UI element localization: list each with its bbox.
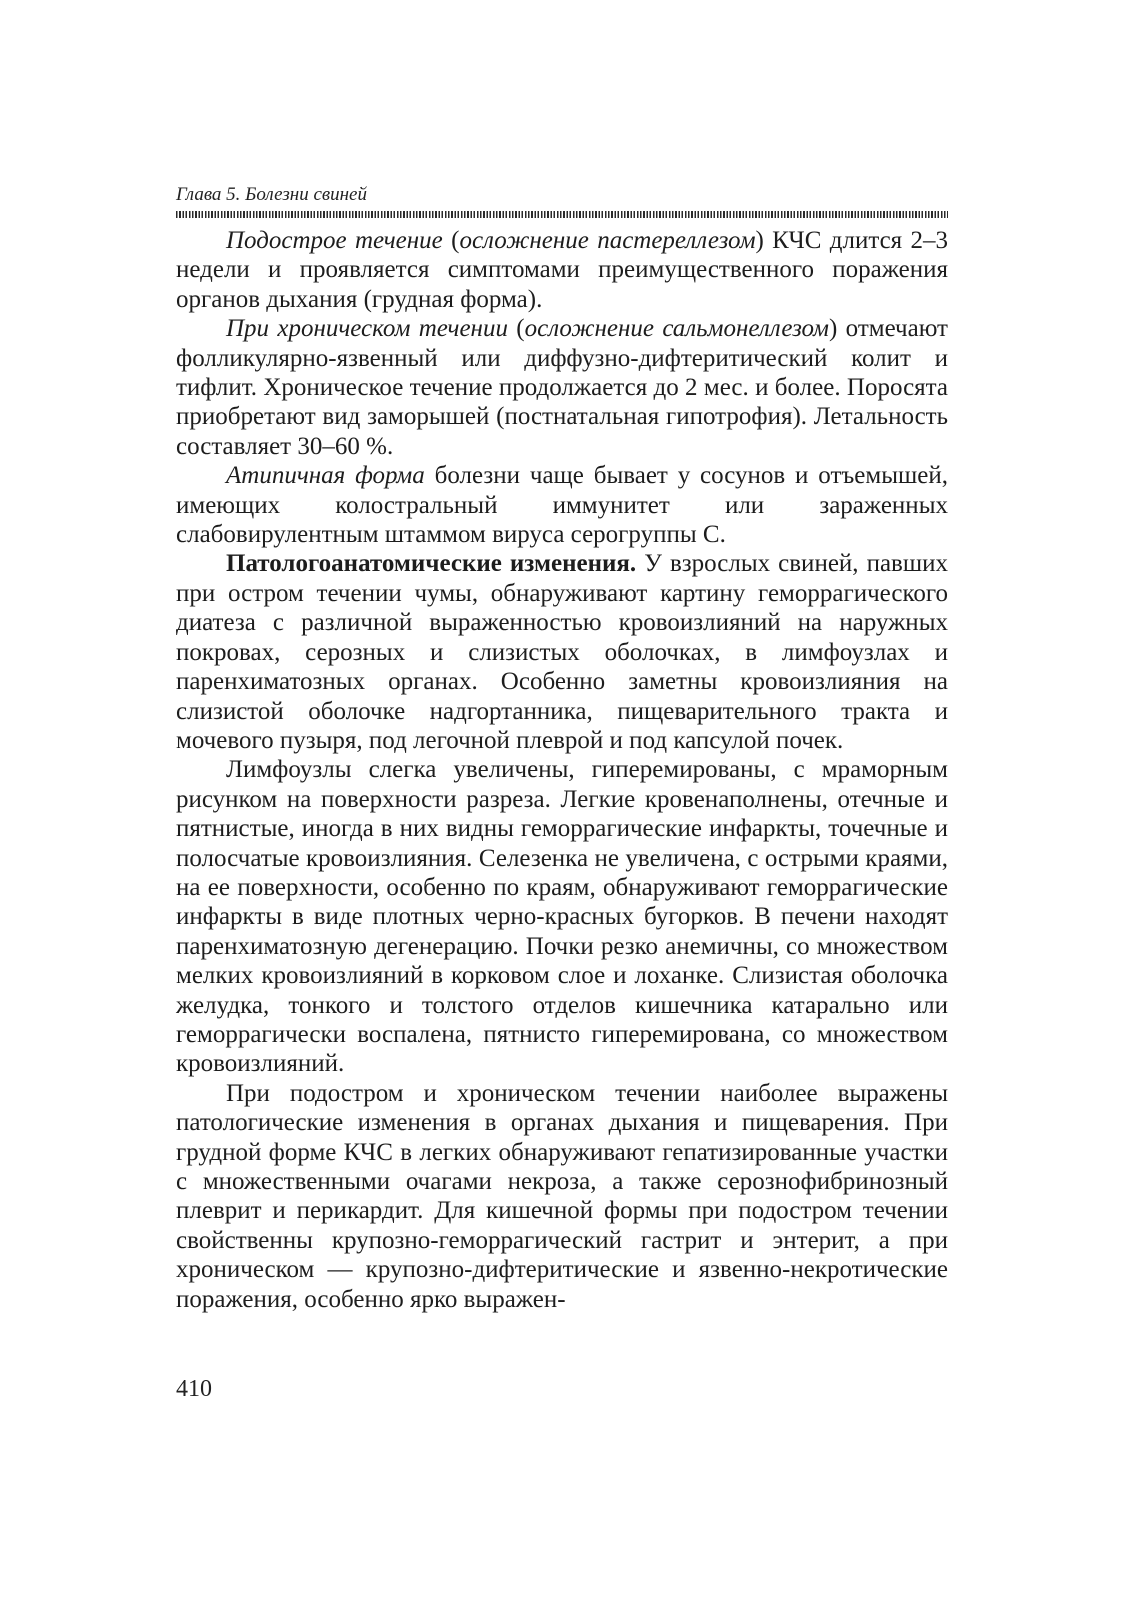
paragraph-pathology [176,549,948,755]
header-rule [176,211,948,218]
paragraph-text: болезни чаще бывает у сосунов и отъемышей, имеющих колостральный иммунитет или зараженных слабовирулентным штаммом вируса серогруппы С. [176,462,948,549]
section-heading: Патологоанатомические изменения. [226,550,637,578]
page-number: 410 [176,1376,212,1402]
paragraph-lymph-nodes [176,755,948,1078]
paragraph-subacute-chronic-changes [176,1079,948,1314]
running-head: Глава 5. Болезни свиней [176,184,367,205]
paragraph-text: ) отмечают фолликулярно-язвенный или диффузно-дифтеритический колит и тифлит. Хроническое течение продолжается до 2 мес. и более. Поросята приобретают вид заморышей (постнатальная гипотрофия). Летальность составляет 30–60 %. [176,315,948,460]
italic-term: осложнение пастереллезом [459,227,756,254]
paragraph-text: ( [442,227,460,254]
italic-term: Подострое течение [226,227,443,254]
paragraph-text: ) КЧС длится 2–3 недели и проявляется симптомами преимущественного поражения органов дыхания (грудная форма). [176,227,948,313]
italic-term: При хроническом течении [226,315,508,343]
body-text [176,226,948,1314]
italic-term: осложнение сальмонеллезом [524,315,830,343]
paragraph-text: ( [507,315,525,343]
italic-term: Атипичная форма [226,462,425,490]
paragraph-chronic-course [176,314,948,461]
paragraph-text: При подостром и хроническом течении наиболее выражены патологические изменения в органах дыхания и пищеварения. При грудной форме КЧС в легких обнаруживают гепатизированные участки с множественными очагами некроза, а также серознофибринозный плеврит и перикардит. Для кишечной формы при подостром течении свойственны крупозно-геморрагический гастрит и энтерит, а при хроническом — крупозно-дифтеритические и язвенно-некротические поражения, особенно ярко выражен- [176,1079,948,1313]
paragraph-text: У взрослых свиней, павших при остром течении чумы, обнаруживают картину геморрагического диатеза с различной выраженностью кровоизлияний на наружных покровах, серозных и слизистых оболочках, в лимфоузлах и паренхиматозных органах. Особенно заметны кровоизлияния на слизистой оболочке надгортанника, пищеварительного тракта и мочевого пузыря, под легочной плеврой и под капсулой почек. [176,550,948,754]
paragraph-subacute-course [176,226,948,314]
paragraph-atypical-form [176,461,948,549]
paragraph-text: Лимфоузлы слегка увеличены, гиперемированы, с мраморным рисунком на поверхности разреза. Легкие кровенаполнены, отечные и пятнистые, иногда в них видны геморрагические инфаркты, точечные и полосчатые кровоизлияния. Селезенка не увеличена, с острыми краями, на ее поверхности, особенно по краям, обнаруживают геморрагические инфаркты в виде плотных черно-красных бугорков. В печени находят паренхиматозную дегенерацию. Почки резко анемичны, со множеством мелких кровоизлияний в корковом слое и лоханке. Слизистая оболочка желудка, тонкого и толстого отделов кишечника катарально или геморрагически воспалена, пятнисто гиперемирована, со множеством кровоизлияний. [176,756,948,1078]
